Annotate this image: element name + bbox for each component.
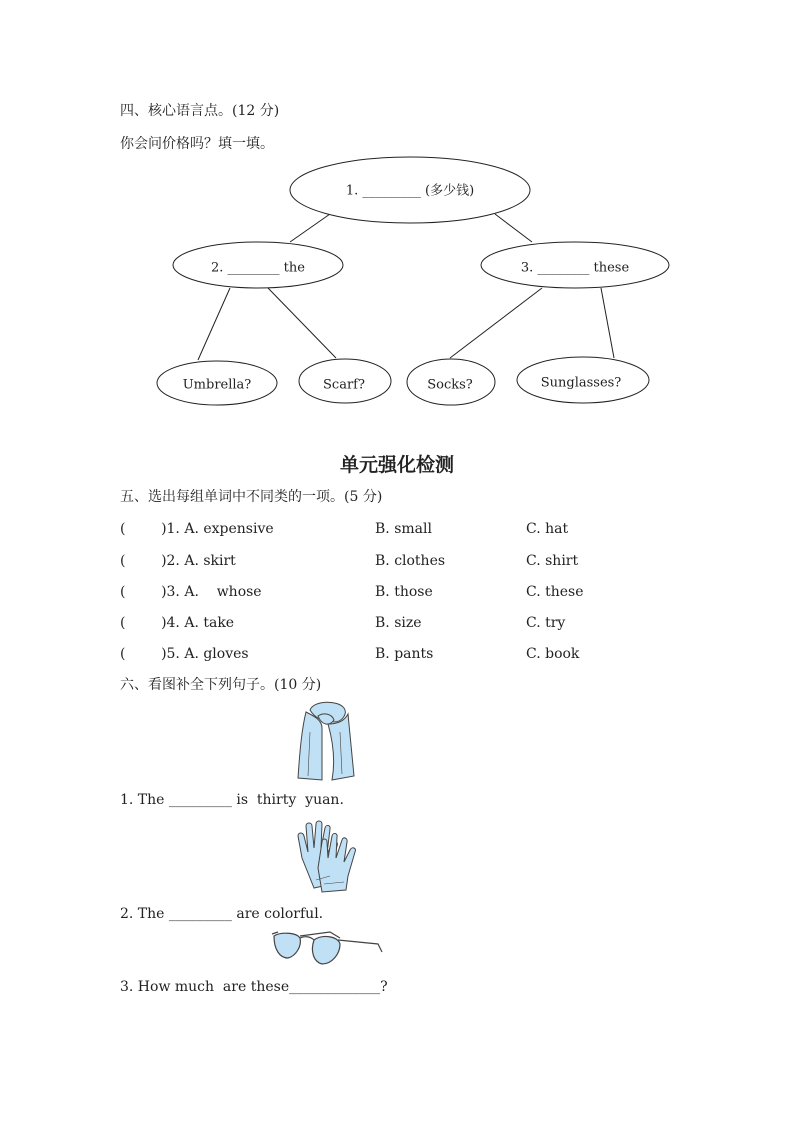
price-question-tree [0,0,794,430]
tree-edge [290,214,330,242]
question-row-4: ( )4. A. take [120,615,235,631]
tree-leaf-label: Sunglasses? [540,375,622,391]
option-c: C. hat [526,521,569,537]
section6-heading: 六、看图补全下列句子。(10 分) [120,677,322,693]
section5-heading: 五、选出每组单词中不同类的一项。(5 分) [120,489,383,505]
tree-node-right-label: 3. ________ these [520,260,630,276]
sentence-2: 2. The _________ are colorful. [120,906,324,922]
option-b: B. size [375,615,422,631]
question-row-3: ( )3. A. whose [120,584,262,600]
option-c: C. shirt [526,553,579,569]
option-b: B. small [375,521,432,537]
tree-edge [495,214,532,242]
section4-prompt: 你会问价格吗？填一填。 [120,136,274,152]
unit-title: 单元强化检测 [339,454,454,476]
sunglasses-icon [270,928,386,970]
option-c: C. these [526,584,584,600]
tree-edge [268,288,336,358]
option-c: C. try [526,615,566,631]
option-b: B. pants [375,646,434,662]
question-row-5: ( )5. A. gloves [120,646,249,662]
tree-leaf-label: Umbrella? [182,377,252,393]
question-row-2: ( )2. A. skirt [120,553,236,569]
tree-edge [601,288,614,358]
option-b: B. clothes [375,553,446,569]
gloves-icon [292,818,362,896]
tree-node-top-label: 1. _________ (多少钱) [345,183,475,199]
tree-edge [450,288,542,358]
sentence-1: 1. The _________ is thirty yuan. [120,792,344,808]
section4-heading: 四、核心语言点。(12 分) [120,103,280,119]
sentence-3: 3. How much are these_____________? [120,979,388,995]
tree-edge [198,288,230,360]
scarf-icon [292,698,360,784]
tree-node-left-label: 2. ________ the [211,260,305,276]
option-c: C. book [526,646,580,662]
tree-leaf-label: Scarf? [323,377,365,393]
question-row-1: ( )1. A. expensive [120,521,274,537]
option-b: B. those [375,584,433,600]
tree-leaf-label: Socks? [427,377,473,393]
